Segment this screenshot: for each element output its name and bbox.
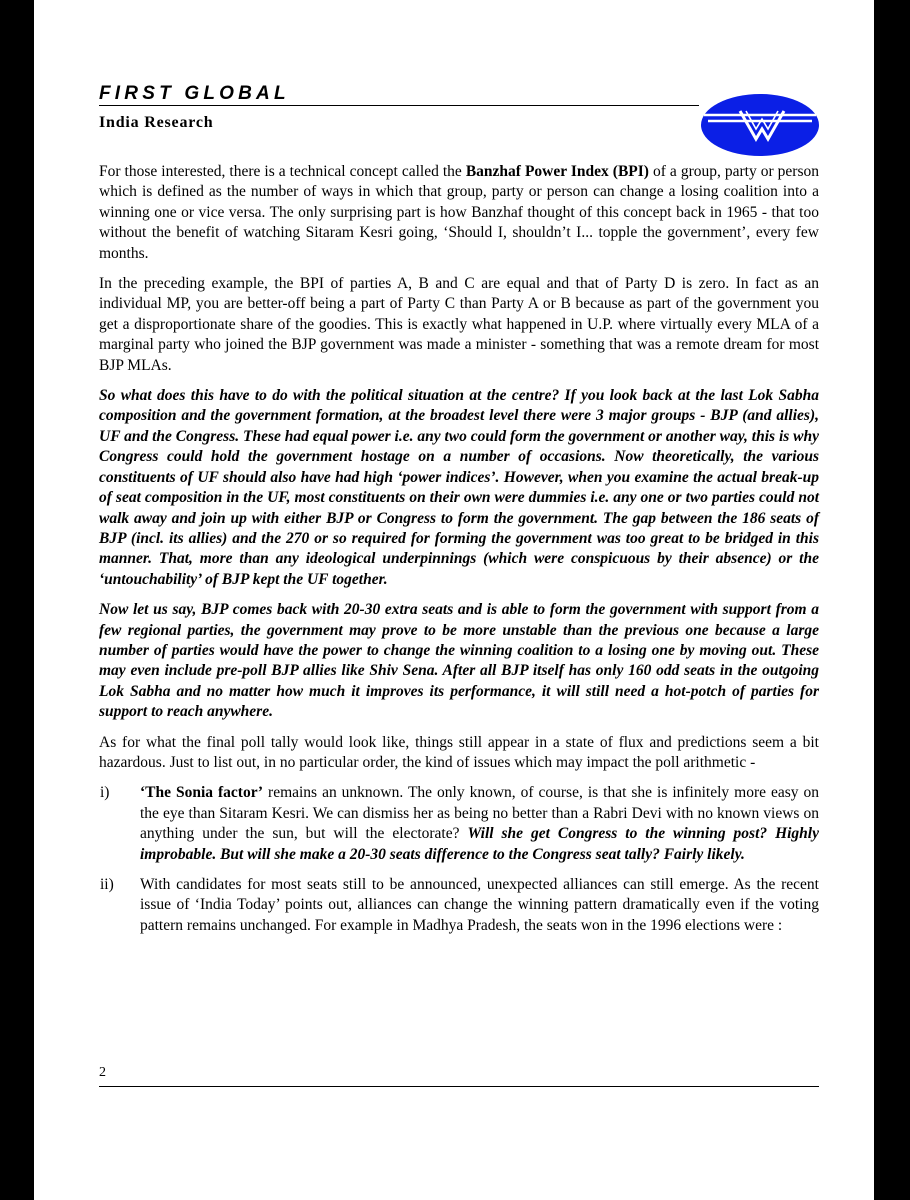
list-item-heading: ‘The Sonia factor’ [140, 784, 264, 802]
paragraph-text: For those interested, there is a technical concept called the [99, 163, 466, 180]
page-number: 2 [99, 1065, 106, 1080]
list-marker: i) [100, 784, 110, 802]
article-body [99, 162, 819, 946]
list-item-text: With candidates for most seats still to be announced, unexpected alliances can still emerge. As the recent issue of ‘India Today’ points out, alliances can change the winning pattern dramatically even if the voting pattern remains unchanged. For example in Madhya Pradesh, the seats won in the 1996 elections were : [140, 876, 819, 934]
brand-subtitle: India Research [99, 114, 214, 131]
first-global-logo-icon [700, 93, 820, 157]
list-marker: ii) [100, 876, 114, 893]
paragraph-political-situation: So what does this have to do with the political situation at the centre? If you look back at the last Lok Sabha composition and the government formation, at the broadest level there were 3 major groups - BJP (and allies), UF and the Congress. These had equal power i.e. any two could form the government or another way, this is why Congress could hold the government hostage on a number of occasions. Now theoretically, the various constituents of UF should also have had high ‘power indices’. However, when you examine the actual break-up of seat composition in the UF, most constituents on their own were dummies i.e. any one or two parties could not walk away and join up with either BJP or Congress to form the government. The gap between the 186 seats of BJP (incl. its allies) and the 270 or so required for forming the government was too great to be bridged in this manner. That, more than any ideological underpinnings (which were conspicuous by their absence) or the ‘untouchability’ of BJP kept the UF together. [99, 387, 819, 588]
term-bpi: Banzhaf Power Index (BPI) [465, 163, 649, 180]
footer-divider [99, 1086, 819, 1087]
paragraph-poll-tally: As for what the final poll tally would look like, things still appear in a state of flux and predictions seem a bit hazardous. Just to list out, in no particular order, the kind of issues which may impact the poll arithmetic - [99, 733, 819, 771]
paragraph-text: of a group, party or person which is defined as the number of ways in which that group, party or person can change a losing coalition into a winning one or vice versa. The only surprising part is how Banzhaf thought of this concept back in 1965 - that too without the benefit of watching Sitaram Kesri going, ‘Should I, shouldn’t I... topple the government’, every few months. [99, 163, 819, 262]
brand-name: FIRST GLOBAL [99, 83, 290, 104]
document-page [34, 0, 874, 1200]
paragraph-bjp-scenario: Now let us say, BJP comes back with 20-30 extra seats and is able to form the government with support from a few regional parties, the government may prove to be more unstable than the previous one because a large number of parties would have the power to change the winning coalition to a losing one by moving out. These may even include pre-poll BJP allies like Shiv Sena. After all BJP itself has only 160 odd seats in the outgoing Lok Sabha and no matter how much it improves its performance, it will still need a hot-potch of parties for support to reach anywhere. [99, 601, 819, 721]
list-item [99, 783, 819, 865]
list-item-emphasis: Will she get Congress to the winning post? Highly improbable. But will she make a 20-30 seats difference to the Congress seat tally? Fairly likely. [140, 825, 819, 863]
paragraph-banzhaf [99, 162, 819, 264]
paragraph-bpi-example: In the preceding example, the BPI of parties A, B and C are equal and that of Party D is zero. In fact as an individual MP, you are better-off being a part of Party C than Party A or B because as part of the government you get a disproportionate share of the goodies. This is exactly what happened in U.P. where virtually every MLA of a marginal party who joined the BJP government was made a minister - something that was a remote dream for most BJP MLAs. [99, 275, 819, 374]
header-divider [99, 105, 699, 106]
list-item [99, 875, 819, 936]
list-item-text: remains an unknown. The only known, of course, is that she is infinitely more easy on the eye than Sitaram Kesri. We can dismiss her as being no better than a Rabri Devi with no known views on anything under the sun, but will the electorate? [140, 784, 819, 843]
